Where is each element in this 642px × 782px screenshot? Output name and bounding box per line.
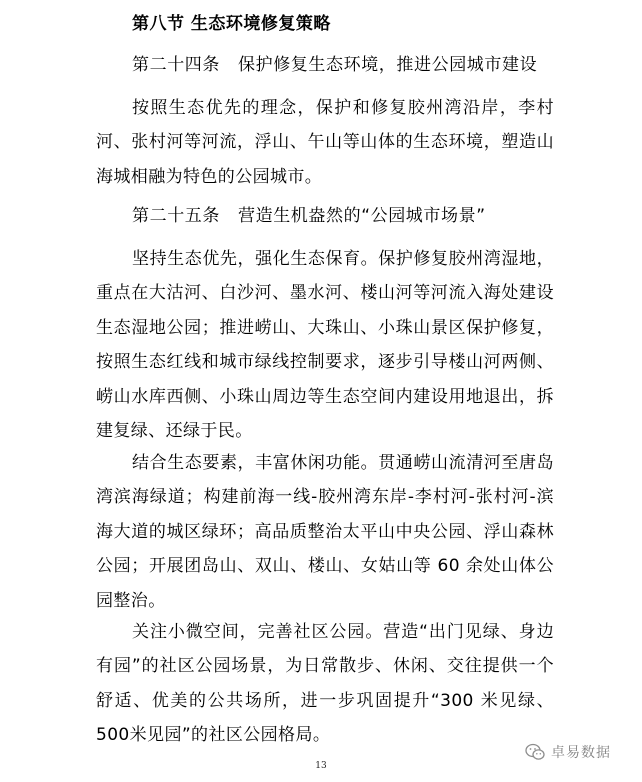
wechat-logo-icon [525, 743, 545, 761]
article-25-heading [132, 205, 486, 227]
watermark-text: 卓易数据 [551, 745, 611, 761]
section-title: 第八节 生态环境修复策略 [132, 14, 331, 34]
watermark [525, 741, 611, 763]
article-25-title: 营造生机盎然的“公园城市场景” [238, 206, 486, 226]
article-25-paragraph-3: 关注小微空间，完善社区公园。营造“出门见绿、身边有园”的社区公园场景，为日常散步、休闲、交往提供一个舒适、优美的公共场所，进一步巩固提升“300 米见绿、500米见园”的社区公园格局。 [96, 622, 554, 746]
article-25-paragraph-1: 坚持生态优先，强化生态保育。保护修复胶州湾湿地，重点在大沽河、白沙河、墨水河、楼山河等河流入海处建设生态湿地公园；推进崂山、大珠山、小珠山景区保护修复，按照生态红线和城市绿线控制要求，逐步引导楼山河两侧、崂山水库西侧、小珠山周边等生态空间内建设用地退出，拆建复绿、还绿于民。 [96, 249, 554, 442]
article-24-title: 保护修复生态环境，推进公园城市建设 [238, 55, 538, 75]
article-24-number: 第二十四条 [132, 55, 220, 75]
article-24-paragraph-1: 按照生态优先的理念，保护和修复胶州湾沿岸，李村河、张村河等河流，浮山、午山等山体的生态环境，塑造山海城相融为特色的公园城市。 [96, 98, 554, 187]
article-25-number: 第二十五条 [132, 206, 220, 226]
page-number: 13 [315, 761, 327, 771]
article-24-heading [132, 54, 537, 76]
article-25-paragraph-2: 结合生态要素，丰富休闲功能。贯通崂山流清河至唐岛湾滨海绿道；构建前海一线-胶州湾东岸-李村河-张村河-滨海大道的城区绿环；高品质整治太平山中央公园、浮山森林公园；开展团岛山、双山、楼山、女姑山等 60 余处山体公园整治。 [96, 453, 554, 611]
